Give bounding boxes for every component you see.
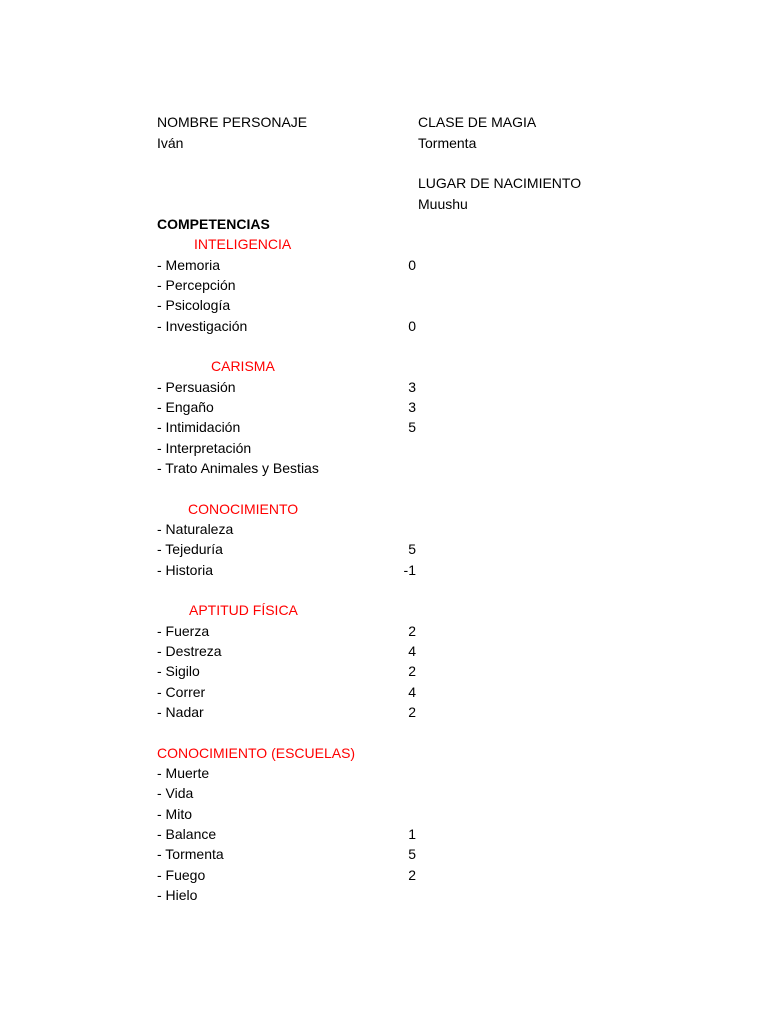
skill-value: 3 bbox=[408, 379, 416, 395]
character-name-label: NOMBRE PERSONAJE bbox=[157, 114, 308, 130]
skill-value: 0 bbox=[408, 257, 416, 273]
birthplace-label: LUGAR DE NACIMIENTO bbox=[418, 175, 582, 191]
skill-label: - Destreza bbox=[157, 643, 222, 659]
skill-value: 2 bbox=[408, 623, 416, 639]
skill-row bbox=[157, 824, 457, 844]
section-title-carisma: CARISMA bbox=[211, 358, 275, 374]
skill-value: 2 bbox=[408, 704, 416, 720]
skill-row bbox=[157, 316, 457, 336]
skill-value: 5 bbox=[408, 541, 416, 557]
skill-label: - Naturaleza bbox=[157, 521, 234, 537]
section-title-conocimiento: CONOCIMIENTO bbox=[188, 501, 299, 517]
skill-row bbox=[157, 865, 457, 885]
skill-row bbox=[157, 641, 457, 661]
skill-row bbox=[157, 702, 457, 722]
skill-row bbox=[157, 682, 457, 702]
skill-row bbox=[157, 417, 457, 437]
section-title-inteligencia: INTELIGENCIA bbox=[194, 236, 292, 252]
skill-value: 5 bbox=[408, 419, 416, 435]
skill-label: - Memoria bbox=[157, 257, 221, 273]
skill-row bbox=[157, 519, 457, 539]
skill-row bbox=[157, 560, 457, 580]
skill-label: - Persuasión bbox=[157, 379, 236, 395]
skill-row bbox=[157, 804, 457, 824]
skill-label: - Engaño bbox=[157, 399, 214, 415]
skill-label: - Tormenta bbox=[157, 846, 224, 862]
skill-row bbox=[157, 255, 457, 275]
skill-label: - Fuerza bbox=[157, 623, 210, 639]
skill-value: 4 bbox=[408, 643, 416, 659]
skill-label: - Investigación bbox=[157, 318, 248, 334]
magic-class-value: Tormenta bbox=[418, 135, 477, 151]
section-title-conocimiento-escuelas: CONOCIMIENTO (ESCUELAS) bbox=[157, 745, 356, 761]
skill-row bbox=[157, 885, 457, 905]
skill-row bbox=[157, 295, 457, 315]
skill-label: - Vida bbox=[157, 785, 194, 801]
skill-label: - Correr bbox=[157, 684, 206, 700]
skill-label: - Balance bbox=[157, 826, 217, 842]
section-title-aptitud-fisica: APTITUD FÍSICA bbox=[189, 602, 298, 618]
skill-label: - Psicología bbox=[157, 297, 231, 313]
skill-value: 1 bbox=[408, 826, 416, 842]
competencias-title: COMPETENCIAS bbox=[157, 216, 270, 232]
skill-value: 0 bbox=[408, 318, 416, 334]
character-name-value: Iván bbox=[157, 135, 184, 151]
skill-label: - Tejeduría bbox=[157, 541, 223, 557]
skill-label: - Fuego bbox=[157, 867, 206, 883]
skill-row bbox=[157, 397, 457, 417]
skill-value: -1 bbox=[403, 562, 416, 578]
magic-class-label: CLASE DE MAGIA bbox=[418, 114, 537, 130]
skill-label: - Sigilo bbox=[157, 663, 200, 679]
skill-label: - Hielo bbox=[157, 887, 198, 903]
skill-value: 5 bbox=[408, 846, 416, 862]
skill-row bbox=[157, 844, 457, 864]
skill-value: 4 bbox=[408, 684, 416, 700]
skill-label: - Intimidación bbox=[157, 419, 241, 435]
skill-value: 2 bbox=[408, 663, 416, 679]
skill-row bbox=[157, 783, 457, 803]
skill-label: - Mito bbox=[157, 806, 192, 822]
skill-row bbox=[157, 661, 457, 681]
skill-row bbox=[157, 275, 457, 295]
skill-row bbox=[157, 539, 457, 559]
skill-row bbox=[157, 377, 457, 397]
skill-label: - Trato Animales y Bestias bbox=[157, 460, 319, 476]
skill-label: - Percepción bbox=[157, 277, 236, 293]
birthplace-value: Muushu bbox=[418, 196, 468, 212]
skill-row bbox=[157, 438, 457, 458]
skill-row bbox=[157, 458, 457, 478]
skill-value: 3 bbox=[408, 399, 416, 415]
skill-value: 2 bbox=[408, 867, 416, 883]
skill-label: - Muerte bbox=[157, 765, 210, 781]
skill-label: - Interpretación bbox=[157, 440, 252, 456]
skill-row bbox=[157, 763, 457, 783]
skill-row bbox=[157, 621, 457, 641]
skill-label: - Historia bbox=[157, 562, 214, 578]
skill-label: - Nadar bbox=[157, 704, 204, 720]
